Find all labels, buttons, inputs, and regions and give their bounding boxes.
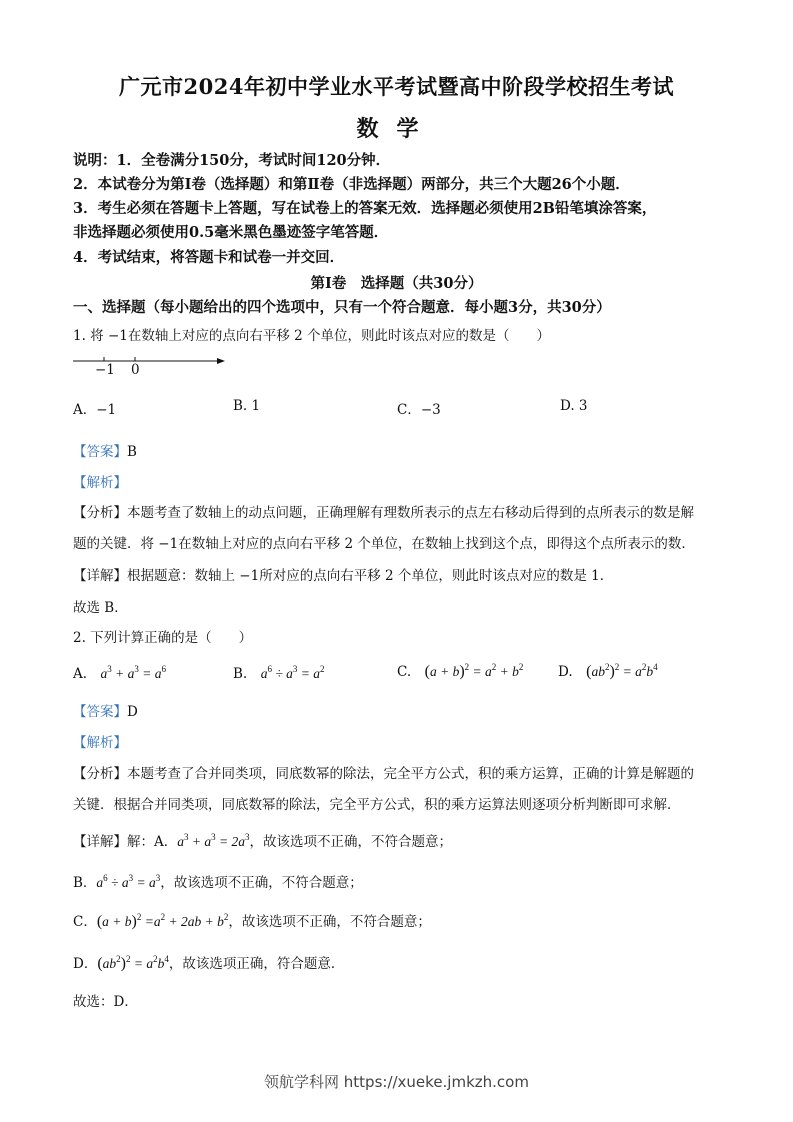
q2-detail-a: 【详解】解：A．$a^3 + a^3 = 2a^3$，故该选项不正确，不符合题意；: [73, 832, 452, 850]
axis-label-neg1: −1: [95, 362, 115, 378]
part1-heading: 第Ⅰ卷 选择题（共30分）: [310, 275, 483, 292]
q2-analysis-label: 【解析】: [73, 735, 127, 751]
q2-answer: 【答案】D: [73, 704, 138, 720]
instruction-1: 说明：1．全卷满分150分，考试时间120分钟．: [73, 152, 391, 169]
subject-title: 数学: [356, 116, 437, 142]
q2-option-c: C. $(a + b)^2 = a^2 + b^2$: [397, 662, 524, 680]
q2-detail-d: D．$(ab^2)^2 = a^2b^4$，故该选项正确，符合题意．: [73, 954, 345, 972]
q2-option-d: D. $(ab^2)^2 = a^2b^4$: [558, 662, 658, 680]
q2-stem: 2. 下列计算正确的是（ ）: [73, 630, 253, 646]
q2-detail-b: B．$a^6 \div a^3 = a^3$，故该选项不正确，不符合题意；: [73, 873, 363, 891]
q2-option-b: B. $a^6 \div a^3 = a^2$: [233, 664, 325, 682]
q1-analysis-line1: 【分析】本题考查了数轴上的动点问题，正确理解有理数所表示的点左右移动后得到的点所表示的数是解: [73, 505, 694, 521]
q2-analysis-line1: 【分析】本题考查了合并同类项，同底数幂的除法，完全平方公式，积的乘方运算，正确的计算是解题的: [73, 766, 694, 782]
q1-stem: 1. 将 −1在数轴上对应的点向右平移 2 个单位，则此时该点对应的数是（ ）: [73, 328, 551, 344]
instruction-3: 3．考生必须在答题卡上答题，写在试卷上的答案无效．选择题必须使用2B铅笔填涂答案，: [73, 200, 657, 217]
q1-option-a: A．−1: [73, 402, 117, 418]
instruction-3-cont: 非选择题必须使用0.5毫米黑色墨迹签字笔答题．: [73, 224, 389, 241]
instruction-2: 2．本试卷分为第Ⅰ卷（选择题）和第Ⅱ卷（非选择题）两部分，共三个大题26个小题．: [73, 176, 630, 193]
q1-detail: 【详解】根据题意：数轴上 −1所对应的点向右平移 2 个单位，则此时该点对应的数是 1．: [73, 568, 614, 584]
section1-heading: 一、选择题（每小题给出的四个选项中，只有一个符合题意．每小题3分，共30分）: [73, 299, 611, 316]
instruction-4: 4．考试结束，将答题卡和试卷一并交回．: [73, 249, 345, 266]
q2-option-a: A. $a^3 + a^3 = a^6$: [73, 664, 167, 682]
q2-analysis-line2: 关键．根据合并同类项，同底数幂的除法，完全平方公式，积的乘方运算法则逐项分析判断即可求解．: [73, 797, 681, 813]
q1-analysis-label: 【解析】: [73, 475, 127, 491]
axis-label-0: 0: [131, 362, 140, 378]
q2-conclusion: 故选：D．: [73, 994, 138, 1010]
q1-option-d: D. 3: [560, 398, 588, 414]
q1-option-c: C．−3: [397, 402, 441, 418]
footer-watermark: 领航学科网 https://xueke.jmkzh.com: [264, 1073, 529, 1091]
q1-analysis-line2: 题的关键．将 −1在数轴上对应的点向右平移 2 个单位，在数轴上找到这个点，即得这个点所表示的数．: [73, 536, 695, 552]
q1-answer: 【答案】B: [73, 444, 137, 460]
q1-conclusion: 故选 B．: [73, 600, 128, 616]
q2-detail-c: C．$(a + b)^2 =a^2 + 2ab + b^2$，故该选项不正确，不符合题意；: [73, 912, 431, 930]
exam-title: 广元市2024年初中学业水平考试暨高中阶段学校招生考试: [119, 74, 674, 99]
q1-option-b: B. 1: [233, 398, 261, 414]
